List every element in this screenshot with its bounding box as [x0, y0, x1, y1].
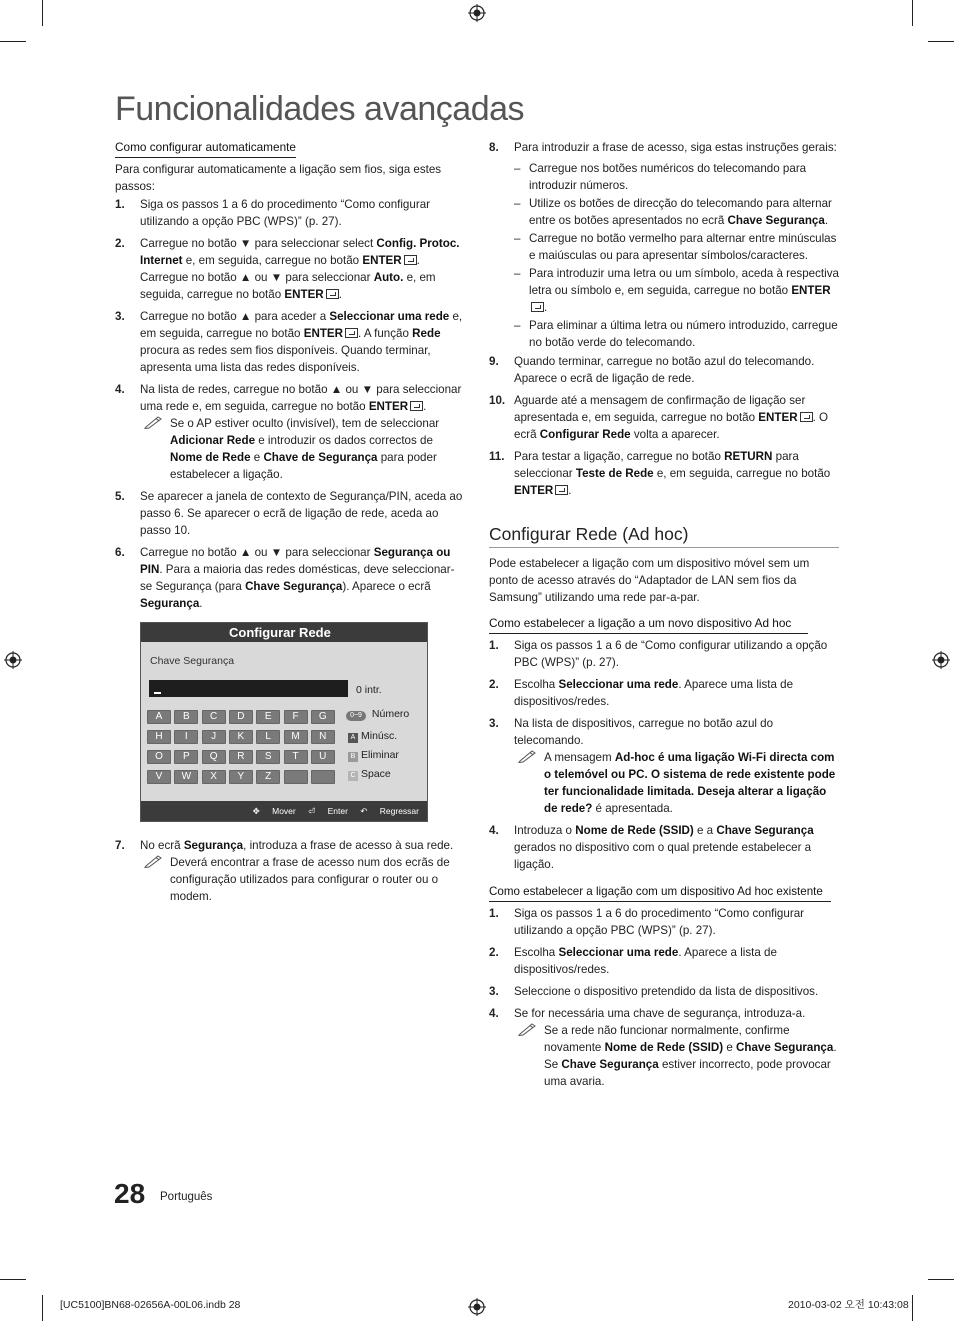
key-p[interactable]: P	[174, 750, 198, 764]
exist-step-4: 4. Se for necessária uma chave de segurança, introduza-a.	[489, 1007, 806, 1020]
a-badge: A	[348, 733, 358, 743]
step-8-dash-2: – Utilize os botões de direcção do telecomando para alternar entre os botões apresentados no ecrã Chave Segurança.	[514, 197, 832, 227]
auto-config-heading: Como configurar automaticamente	[115, 139, 296, 158]
step-9: 9. Quando terminar, carregue no botão azul do telecomando. Aparece o ecrã de ligação de rede.	[489, 355, 815, 385]
key-v[interactable]: V	[147, 770, 171, 784]
page-language: Português	[160, 1191, 213, 1203]
existing-adhoc-heading: Como estabelecer a ligação com um dispositivo Ad hoc existente	[489, 883, 831, 902]
pencil-note-icon	[144, 854, 164, 873]
left-column-bottom	[115, 837, 465, 905]
char-count: 0 intr.	[356, 684, 382, 696]
exist-step-4-note: Se a rede não funcionar normalmente, confirme novamente Nome de Rede (SSID) e Chave Segurança. Se Chave Segurança estiver incorrecto, pode provocar uma avaria.	[489, 1022, 839, 1090]
step-7: 7. No ecrã Segurança, introduza a frase de acesso à sua rede.	[115, 839, 454, 852]
key-h[interactable]: H	[147, 730, 171, 744]
step-7-note: Deverá encontrar a frase de acesso num dos ecrãs de configuração utilizados para configurar o router ou o modem.	[115, 854, 465, 905]
security-key-input[interactable]	[149, 680, 348, 697]
option-numeric[interactable]: 0~9 Número	[346, 707, 409, 721]
key-l[interactable]: L	[256, 730, 280, 744]
registration-mark-icon	[468, 4, 486, 22]
enter-icon	[345, 328, 358, 338]
crop-mark	[42, 1295, 43, 1321]
adhoc-intro: Pode estabelecer a ligação com um dispositivo móvel sem um ponto de acesso através do “Adaptador de LAN sem fios da Samsung” utilizando uma rede par-a-par.	[489, 557, 810, 604]
key-t[interactable]: T	[284, 750, 308, 764]
pencil-note-icon	[144, 415, 164, 434]
key-c[interactable]: C	[202, 710, 226, 724]
step-8: 8. Para introduzir a frase de acesso, siga estas instruções gerais:	[489, 141, 837, 154]
key-k[interactable]: K	[229, 730, 253, 744]
enter-hint: ⏎ Enter	[308, 806, 348, 816]
configurar-rede-screen	[140, 622, 428, 822]
date-slug: 2010-03-02 오전 10:43:08	[788, 1299, 909, 1311]
page-title: Funcionalidades avançadas	[115, 90, 525, 128]
new-step-1: 1. Siga os passos 1 a 6 de “Como configurar utilizando a opção PBC (WPS)” (p. 27).	[489, 639, 828, 669]
new-step-3-note: A mensagem Ad-hoc é uma ligação Wi-Fi directa com o telemóvel ou PC. O sistema de rede existente pode ter funcionalidade limitada. Deseja alterar a ligação de rede? é apresentada.	[489, 749, 839, 817]
auto-config-intro: Para configurar automaticamente a ligação sem fios, siga estes passos:	[115, 163, 442, 193]
key-w[interactable]: W	[174, 770, 198, 784]
registration-mark-icon	[4, 651, 22, 669]
key-z[interactable]: Z	[256, 770, 280, 784]
registration-mark-icon	[468, 1298, 486, 1316]
osd-title: Configurar Rede	[141, 623, 427, 642]
b-badge: B	[348, 752, 358, 762]
return-hint: ↶ Regressar	[360, 806, 419, 816]
step-4-note: Se o AP estiver oculto (invisível), tem de seleccionar Adicionar Rede e introduzir os dados correctos de Nome de Rede e Chave de Segurança para poder estabelecer a ligação.	[115, 415, 465, 483]
crop-mark	[0, 41, 26, 42]
left-column	[115, 139, 465, 612]
enter-icon	[531, 302, 544, 312]
key-d[interactable]: D	[229, 710, 253, 724]
key-m[interactable]: M	[284, 730, 308, 744]
new-adhoc-heading: Como estabelecer a ligação a um novo dispositivo Ad hoc	[489, 615, 808, 634]
key-blank[interactable]	[311, 770, 335, 784]
security-key-label: Chave Segurança	[150, 655, 235, 667]
exist-step-1: 1. Siga os passos 1 a 6 do procedimento “Como configurar utilizando a opção PBC (WPS)” (p. 27).	[489, 907, 805, 937]
file-slug: [UC5100]BN68-02656A-00L06.indb 28	[60, 1299, 241, 1311]
key-i[interactable]: I	[174, 730, 198, 744]
step-8-dash-3: – Carregue no botão vermelho para alternar entre minúsculas e maiúsculas ou para apresentar símbolos/caracteres.	[514, 232, 837, 262]
new-step-3: 3. Na lista de dispositivos, carregue no botão azul do telecomando.	[489, 717, 774, 747]
enter-icon	[555, 485, 568, 495]
crop-mark	[0, 1279, 26, 1280]
right-column	[489, 139, 839, 1090]
numeric-badge: 0~9	[346, 711, 366, 721]
key-o[interactable]: O	[147, 750, 171, 764]
enter-icon	[800, 412, 813, 422]
key-b[interactable]: B	[174, 710, 198, 724]
crop-mark	[928, 41, 954, 42]
step-10: 10. Aguarde até a mensagem de confirmação de ligação ser apresentada e, em seguida, carregue no botão ENTER . O ecrã Configurar Rede volta a aparecer.	[489, 394, 829, 441]
step-3: 3. Carregue no botão ▲ para aceder a Seleccionar uma rede e, em seguida, carregue no botão ENTER . A função Rede procura as redes sem fios disponíveis. Quando terminar, apresenta uma lista das redes disponíveis.	[115, 310, 463, 374]
key-e[interactable]: E	[256, 710, 280, 724]
crop-mark	[42, 0, 43, 26]
osd-footer	[141, 801, 427, 821]
key-u[interactable]: U	[311, 750, 335, 764]
step-1: 1. Siga os passos 1 a 6 do procedimento “Como configurar utilizando a opção PBC (WPS)” (p. 27).	[115, 198, 431, 228]
step-8-dash-5: – Para eliminar a última letra ou número introduzido, carregue no botão verde do telecomando.	[514, 319, 838, 349]
new-step-4: 4. Introduza o Nome de Rede (SSID) e a Chave Segurança gerados no dispositivo com o qual pretende estabelecer a ligação.	[489, 824, 814, 871]
step-6: 6. Carregue no botão ▲ ou ▼ para seleccionar Segurança ou PIN. Para a maioria das redes domésticas, deve seleccionar-se Segurança (para Chave Segurança). Aparece o ecrã Segurança.	[115, 546, 455, 610]
option-lowercase[interactable]: A Minúsc.	[348, 729, 397, 743]
step-4: 4. Na lista de redes, carregue no botão ▲ ou ▼ para seleccionar uma rede e, em seguida, carregue no botão ENTER .	[115, 383, 462, 413]
key-r[interactable]: R	[229, 750, 253, 764]
enter-icon	[326, 289, 339, 299]
step-5: 5. Se aparecer a janela de contexto de Segurança/PIN, aceda ao passo 6. Se aparecer o ecrã de ligação de rede, aceda ao passo 10.	[115, 490, 463, 537]
key-f[interactable]: F	[284, 710, 308, 724]
crop-mark	[912, 1295, 913, 1321]
exist-step-3: 3. Seleccione o dispositivo pretendido da lista de dispositivos.	[489, 985, 819, 998]
option-delete[interactable]: B Eliminar	[348, 748, 399, 762]
key-y[interactable]: Y	[229, 770, 253, 784]
pencil-note-icon	[518, 749, 538, 768]
key-q[interactable]: Q	[202, 750, 226, 764]
page-number: 28	[114, 1178, 146, 1209]
key-n[interactable]: N	[311, 730, 335, 744]
key-blank[interactable]	[284, 770, 308, 784]
enter-icon	[404, 255, 417, 265]
step-2: 2. Carregue no botão ▼ para seleccionar select Config. Protoc. Internet e, em seguida, carregue no botão ENTER . Carregue no botão ▲ ou ▼ para seleccionar Auto. e, em seguida, carregue no botão ENTER .	[115, 237, 460, 301]
key-x[interactable]: X	[202, 770, 226, 784]
key-j[interactable]: J	[202, 730, 226, 744]
adhoc-section-title: Configurar Rede (Ad hoc)	[489, 523, 839, 548]
c-badge: C	[348, 771, 358, 781]
new-step-2: 2. Escolha Seleccionar uma rede. Aparece uma lista de dispositivos/redes.	[489, 678, 794, 708]
key-a[interactable]: A	[147, 710, 171, 724]
step-8-dash-4: – Para introduzir uma letra ou um símbolo, aceda à respectiva letra ou símbolo e, em seguida, carregue no botão ENTER.	[514, 267, 839, 314]
enter-icon	[410, 401, 423, 411]
crop-mark	[912, 0, 913, 26]
key-s[interactable]: S	[256, 750, 280, 764]
move-hint: ✥ Mover	[252, 806, 296, 816]
crop-mark	[928, 1279, 954, 1280]
key-g[interactable]: G	[311, 710, 335, 724]
option-space[interactable]: C Space	[348, 767, 391, 781]
pencil-note-icon	[518, 1022, 538, 1041]
step-8-dash-1: – Carregue nos botões numéricos do telecomando para introduzir números.	[514, 162, 807, 192]
step-11: 11. Para testar a ligação, carregue no botão RETURN para seleccionar Teste de Rede e, em seguida, carregue no botão ENTER .	[489, 450, 831, 497]
exist-step-2: 2. Escolha Seleccionar uma rede. Aparece a lista de dispositivos/redes.	[489, 946, 777, 976]
registration-mark-icon	[932, 651, 950, 669]
